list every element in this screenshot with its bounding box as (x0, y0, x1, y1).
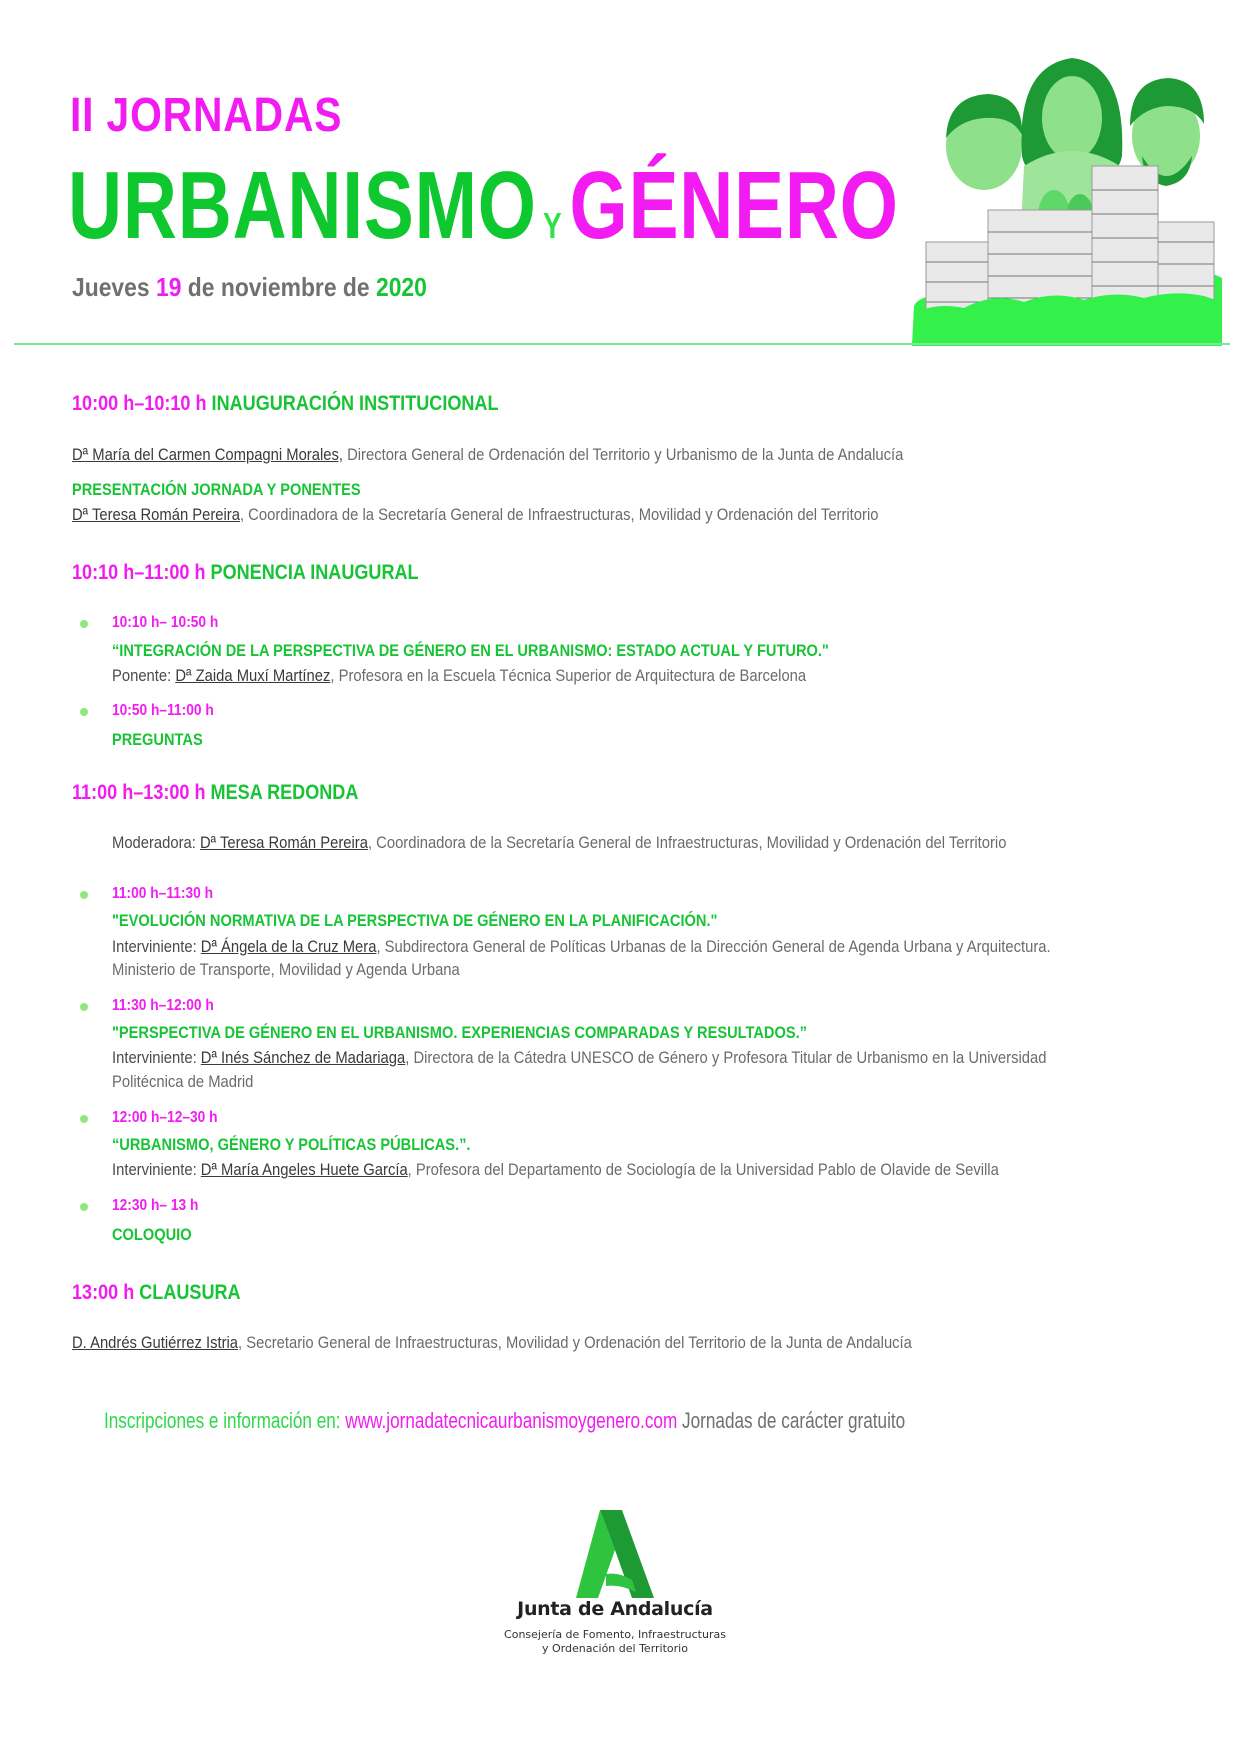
talk-speaker (112, 938, 1051, 955)
bullet-icon (80, 620, 88, 628)
bullet-icon (80, 708, 88, 716)
logo-department-line1: Consejería de Fomento, Infraestructuras (504, 1628, 726, 1641)
speaker-name: Dª Zaida Muxí Martínez (175, 666, 331, 685)
talk-time: 10:10 h– 10:50 h (112, 614, 219, 631)
speaker-role: , Secretario General de Infraestructuras, Movilidad y Ordenación del Territorio de la Junta de Andalucía (238, 1333, 912, 1352)
speaker-name: Dª Ángela de la Cruz Mera (200, 937, 377, 956)
speaker-role: Directora General de Ordenación del Territorio y Urbanismo de la Junta de Andalucía (342, 445, 904, 464)
section-inauguracion-heading (72, 393, 499, 414)
header-divider (14, 343, 1230, 345)
role-label: Ponente: (112, 666, 176, 685)
talk-speaker-continued: Politécnica de Madrid (112, 1072, 254, 1091)
clausura-speaker (72, 1334, 912, 1351)
speaker-role: , Profesora del Departamento de Sociología de la Universidad Pablo de Olavide de Sevilla (407, 1160, 999, 1179)
talk-speaker (112, 667, 806, 684)
talk-speaker (112, 1161, 999, 1178)
speaker-role: , Profesora en la Escuela Técnica Superior de Arquitectura de Barcelona (330, 666, 807, 685)
date-year: 2020 (375, 272, 427, 302)
free-admission-note: Jornadas de carácter gratuito (677, 1408, 906, 1433)
speaker-name: Dª Teresa Román Pereira (199, 833, 368, 852)
bullet-icon (80, 1203, 88, 1211)
speaker-role: , Coordinadora de la Secretaría General de Infraestructuras, Movilidad y Ordenación del Territorio (239, 505, 879, 524)
section-time: 10:10 h–11:00 h (72, 561, 206, 584)
talk-speaker (112, 1049, 1046, 1066)
event-date (72, 272, 427, 303)
logo-name: Junta de Andalucía (517, 1598, 713, 1620)
people-buildings-illustration (904, 46, 1230, 346)
moderator-line (112, 834, 1006, 851)
junta-andalucia-logo-icon (570, 1508, 660, 1603)
logo-department-line2: y Ordenación del Territorio (542, 1642, 688, 1655)
section-title: MESA REDONDA (210, 781, 359, 804)
section-ponencia-heading (72, 562, 419, 583)
talk-title: “INTEGRACIÓN DE LA PERSPECTIVA DE GÉNERO EN EL URBANISMO: ESTADO ACTUAL Y FUTURO." (112, 641, 829, 660)
role-label: Interviniente: (112, 937, 201, 956)
bullet-icon (80, 1003, 88, 1011)
section-time: 13:00 h (72, 1281, 135, 1304)
role-label: Moderadora: (112, 833, 200, 852)
talk-title: "PERSPECTIVA DE GÉNERO EN EL URBANISMO. EXPERIENCIAS COMPARADAS Y RESULTADOS.” (112, 1023, 807, 1042)
section-title: INAUGURACIÓN INSTITUCIONAL (211, 392, 499, 415)
talk-title: PREGUNTAS (112, 730, 203, 749)
role-label: Interviniente: (112, 1160, 201, 1179)
talk-time: 11:30 h–12:00 h (112, 997, 214, 1014)
title-urbanismo: URBANISMO (68, 152, 537, 259)
speaker-name: Dª María Angeles Huete García (200, 1160, 408, 1179)
registration-label: Inscripciones e información en: (104, 1408, 346, 1433)
speaker-name: Dª Inés Sánchez de Madariaga (200, 1048, 406, 1067)
talk-time: 11:00 h–11:30 h (112, 885, 213, 902)
speaker-name: D. Andrés Gutiérrez Istria (72, 1333, 239, 1352)
talk-title: COLOQUIO (112, 1225, 192, 1244)
talk-time: 10:50 h–11:00 h (112, 702, 214, 719)
talk-title: "EVOLUCIÓN NORMATIVA DE LA PERSPECTIVA DE GÉNERO EN LA PLANIFICACIÓN." (112, 911, 718, 930)
registration-url-link[interactable]: www.jornadatecnicaurbanismoygenero.com (345, 1408, 678, 1433)
presentacion-heading: PRESENTACIÓN JORNADA Y PONENTES (72, 480, 361, 499)
event-title (68, 152, 899, 259)
bullet-icon (80, 1115, 88, 1123)
registration-info (104, 1410, 905, 1432)
talk-speaker-continued: Ministerio de Transporte, Movilidad y Agenda Urbana (112, 960, 460, 979)
logo-department (490, 1628, 740, 1656)
presentacion-speaker (72, 506, 878, 523)
speaker-role: , Directora de la Cátedra UNESCO de Género y Profesora Titular de Urbanismo en la Universidad (405, 1048, 1047, 1067)
section-title: CLAUSURA (139, 1281, 241, 1304)
bullet-icon (80, 891, 88, 899)
title-connector: Y (543, 205, 562, 246)
section-clausura-heading (72, 1282, 241, 1303)
inauguracion-speaker (72, 446, 903, 463)
speaker-name: Dª Teresa Román Pereira (72, 505, 240, 524)
speaker-role: , Coordinadora de la Secretaría General de Infraestructuras, Movilidad y Ordenación del Territorio (367, 833, 1007, 852)
date-weekday: Jueves (72, 272, 150, 302)
talk-time: 12:30 h– 13 h (112, 1197, 199, 1214)
section-time: 10:00 h–10:10 h (72, 392, 207, 415)
date-day: 19 (155, 272, 182, 302)
speaker-role: , Subdirectora General de Políticas Urbanas de la Dirección General de Agenda Urbana y Arquitectura. (376, 937, 1051, 956)
talk-title: “URBANISMO, GÉNERO Y POLÍTICAS PÚBLICAS.”. (112, 1135, 471, 1154)
role-label: Interviniente: (112, 1048, 201, 1067)
section-mesa-heading (72, 782, 358, 803)
talk-time: 12:00 h–12–30 h (112, 1109, 218, 1126)
edition-label: II JORNADAS (70, 89, 343, 142)
section-time: 11:00 h–13:00 h (72, 781, 206, 804)
date-month: de noviembre de (187, 272, 370, 302)
speaker-name: Dª María del Carmen Compagni Morales, (72, 445, 343, 464)
title-genero: GÉNERO (569, 152, 899, 259)
section-title: PONENCIA INAUGURAL (210, 561, 419, 584)
